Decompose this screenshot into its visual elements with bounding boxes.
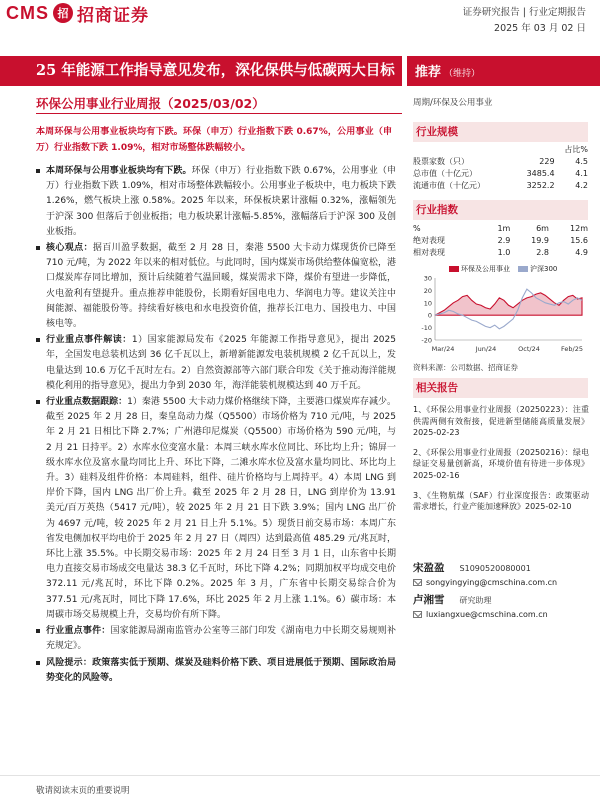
report-subtitle: 环保公用事业行业周报（2025/03/02） <box>36 96 265 111</box>
industry-index-heading: 行业指数 <box>413 200 588 220</box>
bullet-lead: 行业重点事件解读： <box>46 335 132 346</box>
series-area-0 <box>435 293 582 315</box>
table-header: 6m <box>536 223 549 233</box>
legend-label: 沪深300 <box>530 265 558 273</box>
logo-mark-icon: 招 <box>53 3 73 23</box>
title-divider <box>36 113 402 114</box>
document-type: 证券研究报告 | 行业定期报告 <box>462 7 586 18</box>
analyst-name: 宋盈盈 <box>413 562 445 574</box>
bullet-body: 1）秦港 5500 大卡动力煤价格继续下降，主要港口煤炭库存减少。截至 2025 年 2 月 28 日，秦皇岛动力煤（Q5500）市场价格为 710 元/吨，与 2025 年 2 月 21 日相比下降 2.7%；广州港印尼煤炭（Q5500）市场价格为 590 元/吨，与 2 月 21 日持平。2）水库水位变富水量：本周三峡水库水位同比、环比均上升；锦屏一级水库水位及富水量均同比上升、环比下降，二滩水库水位及富水量均同比、环比均上升。3）硅料及组件价格：本周硅料，组件、硅片价格均与上周持平。4）本周 LNG 到岸价下降，国内 LNG 出厂价上升。截至 2025 年 2 月 28 日，LNG 到岸价为 13.91 美元/百万英热（5417 元/吨），较 2025 年 2 月 21 日下跌 3.9%；国内 LNG 出厂价为 4697 元/吨，较 2025 年 2 月 21 日上升 5.1%。5）现货日前交易市场：本周广东省发电侧加权平均电价于 2025 年 2 月 27 日（周四）达到最高值 485.29 元/兆瓦时，环比上涨 35.5%。中长期交易市场：2025 年 2 月 24 日至 3 月 1 日，山东省中长期电力直接交易市场成交电量达 38.3 亿千瓦时，环比下降 4.2%；同期加权平均成交电价 372.11 元/兆瓦时，环比下降 0.2%。2025 年 3 月，广东省中长期交易综合价为 377.51 元/兆瓦时，同比下降 17.6%，环比 2025 年 2 月上涨 1.1%。6）碳市场：本周碳市场交易规模上升，交易均价有所下降。 <box>46 397 396 620</box>
table-cell: 4.1 <box>575 169 588 178</box>
table-cell <box>413 144 515 156</box>
summary-paragraph: 本周环保与公用事业板块均有下跌。环保（申万）行业指数下跌 0.67%，公用事业（申万）行业指数下跌 1.09%，相对市场整体跌幅较小。 <box>36 127 392 153</box>
bullet-item <box>36 241 396 332</box>
table-cell: 股票家数（只） <box>413 157 469 166</box>
y-tick-label: -20 <box>421 336 432 345</box>
related-report-item: 2、《环保公用事业行业周报（20250216）：绿电绿证交易量创新高，环境价值有待进一步体现》2025-02-16 <box>413 447 589 480</box>
analyst-role: 研究助理 <box>459 596 492 605</box>
table-row <box>413 246 588 258</box>
bullet-item <box>36 395 396 623</box>
x-tick-label: Mar/24 <box>431 345 455 353</box>
bullet-item <box>36 164 396 240</box>
x-tick-label: Jun/24 <box>475 345 497 353</box>
bullet-item <box>36 333 396 394</box>
analyst-id: S1090520080001 <box>459 564 531 573</box>
table-cell: 4.2 <box>575 181 588 190</box>
related-report-item: 3、《生物航煤（SAF）行业深度报告：政策驱动需求增长，行业产能加速释放》2025-02-10 <box>413 490 589 512</box>
table-cell: 绝对表现 <box>413 235 445 245</box>
table-cell: 229 <box>539 157 555 166</box>
table-row <box>413 180 588 192</box>
bullet-item <box>36 624 396 654</box>
table-cell: 1.0 <box>497 247 511 257</box>
table-header-pct: 占比% <box>564 145 588 154</box>
analyst-2 <box>413 592 593 607</box>
table-cell: 4.5 <box>575 157 588 166</box>
table-cell: 4.9 <box>575 247 588 257</box>
analyst-2-email-row <box>413 610 548 619</box>
table-row <box>413 168 588 180</box>
y-tick-label: 10 <box>423 299 432 308</box>
industry-scale-table <box>413 144 588 192</box>
table-cell: 相对表现 <box>413 247 445 257</box>
table-cell: 流通市值（十亿元） <box>413 181 485 190</box>
bullet-body: 国家能源局湖南监管办公室等三部门印发《湖南电力中长期交易规则补充规定》。 <box>46 626 396 652</box>
table-header: 12m <box>570 223 588 233</box>
chart-source: 资料来源：公司数据、招商证券 <box>413 363 518 372</box>
performance-chart <box>413 258 588 354</box>
table-row <box>413 144 588 156</box>
bullet-body: 据百川盈孚数据，截至 2 月 28 日，秦港 5500 大卡动力煤现货价已降至 710 元/吨，为 2022 年以来的相对低位。与此同时，国内煤炭市场供给整体偏宽松，港口煤炭库存同比增加，预计后续随着气温回暖，煤炭需求下降，煤价有望进一步降低，火电盈利有望提升。重点推荐申能股份，长期看好国电电力、华润电力等。建议关注中闽能源、福能股份等。持续看好核电和水电投资价值，推荐长江电力、国投电力、中国核电等。 <box>46 243 396 330</box>
logo-latin-text: CMS <box>6 2 49 23</box>
table-cell: 总市值（十亿元） <box>413 169 477 178</box>
bullet-list <box>36 164 396 687</box>
analyst-email: luxiangxue@cmschina.com.cn <box>426 610 548 619</box>
analyst-email: songyingying@cmschina.com.cn <box>426 578 558 587</box>
analyst-1-email-row <box>413 578 557 587</box>
rating-label: 推荐 <box>415 65 442 80</box>
x-tick-label: Oct/24 <box>518 345 540 353</box>
bullet-lead: 风险提示： <box>46 657 93 668</box>
document-date: 2025 年 03 月 02 日 <box>494 23 586 34</box>
related-reports-heading: 相关报告 <box>413 378 588 398</box>
analyst-1 <box>413 560 593 575</box>
footer-note: 敬请阅读末页的重要说明 <box>36 786 130 796</box>
email-icon <box>413 611 422 618</box>
related-report-item: 1、《环保公用事业行业周报（20250223）：注重供需两侧有效衔接，促进新型储能高质量发展》2025-02-23 <box>413 405 589 438</box>
table-cell: 15.6 <box>570 235 588 245</box>
table-header: 1m <box>497 223 511 233</box>
table-cell <box>515 144 555 156</box>
table-cell: 3485.4 <box>526 169 555 178</box>
logo-chinese-text: 招商证券 <box>77 5 149 26</box>
industry-index-table <box>413 222 588 258</box>
email-icon <box>413 579 422 586</box>
table-row <box>413 222 588 234</box>
report-title: 25 年能源工作指导意见发布，深化保供与低碳两大目标 <box>0 56 402 86</box>
table-row <box>413 156 588 168</box>
y-tick-label: 20 <box>423 286 432 295</box>
rating-banner <box>407 56 600 86</box>
y-tick-label: -10 <box>421 324 432 333</box>
x-tick-label: Feb/25 <box>561 345 583 353</box>
table-cell: 2.8 <box>536 247 549 257</box>
bullet-lead: 行业重点事件： <box>46 626 111 637</box>
legend-label: 环保及公用事业 <box>461 265 510 273</box>
company-logo <box>6 0 149 26</box>
bullet-lead: 本周环保与公用事业板块均有下跌。 <box>46 166 192 176</box>
bullet-body: 1）国家能源局发布《2025 年能源工作指导意见》，提出 2025 年，全国发电总装机达到 36 亿千瓦以上，新增新能源发电装机规模 2 亿千瓦以上，发电量达到 10.6 万亿千瓦时左右。2）自然资源部等六部门联合印发《关于推动海洋能规模化利用的指导意见》，提出力争到 2030 年，海洋能装机规模达到 40 万千瓦。 <box>46 335 396 391</box>
table-row <box>413 234 588 246</box>
bullet-body: 政策落实低于预期、煤炭及硅料价格下跌、项目进展低于预期、国际政治局势变化的风险等。 <box>46 657 396 683</box>
table-cell: 2.9 <box>497 235 511 245</box>
bullet-lead: 行业重点数据跟踪： <box>46 397 128 408</box>
industry-scale-heading: 行业规模 <box>413 122 588 142</box>
y-tick-label: 0 <box>427 311 432 320</box>
bullet-item <box>36 656 396 686</box>
table-cell: 19.9 <box>531 235 549 245</box>
related-reports-list <box>413 404 589 521</box>
table-header: % <box>413 223 421 233</box>
table-cell: 3252.2 <box>526 181 555 190</box>
y-tick-label: 30 <box>423 274 432 283</box>
bullet-lead: 核心观点： <box>46 243 93 254</box>
analyst-name: 卢湘雪 <box>413 594 445 606</box>
bullet-body: 环保（申万）行业指数下跌 0.67%，公用事业（申万）行业指数下跌 1.09%，相对市场整体跌幅较小。公用事业子板块中，电力板块下跌 1.26%，燃气板块上涨 0.58%。2025 年以来，环保板块累计涨幅 0.32%，涨幅领先于沪深 300 但落后于创业板指；电力板块累计涨幅-5.85%，涨幅落后于沪深 300 及创业板指。 <box>46 166 396 237</box>
report-category: 周期/环保及公用事业 <box>413 98 493 108</box>
page-header <box>0 0 600 42</box>
footer-divider <box>0 775 600 776</box>
rating-sub-label: （维持） <box>444 69 481 79</box>
